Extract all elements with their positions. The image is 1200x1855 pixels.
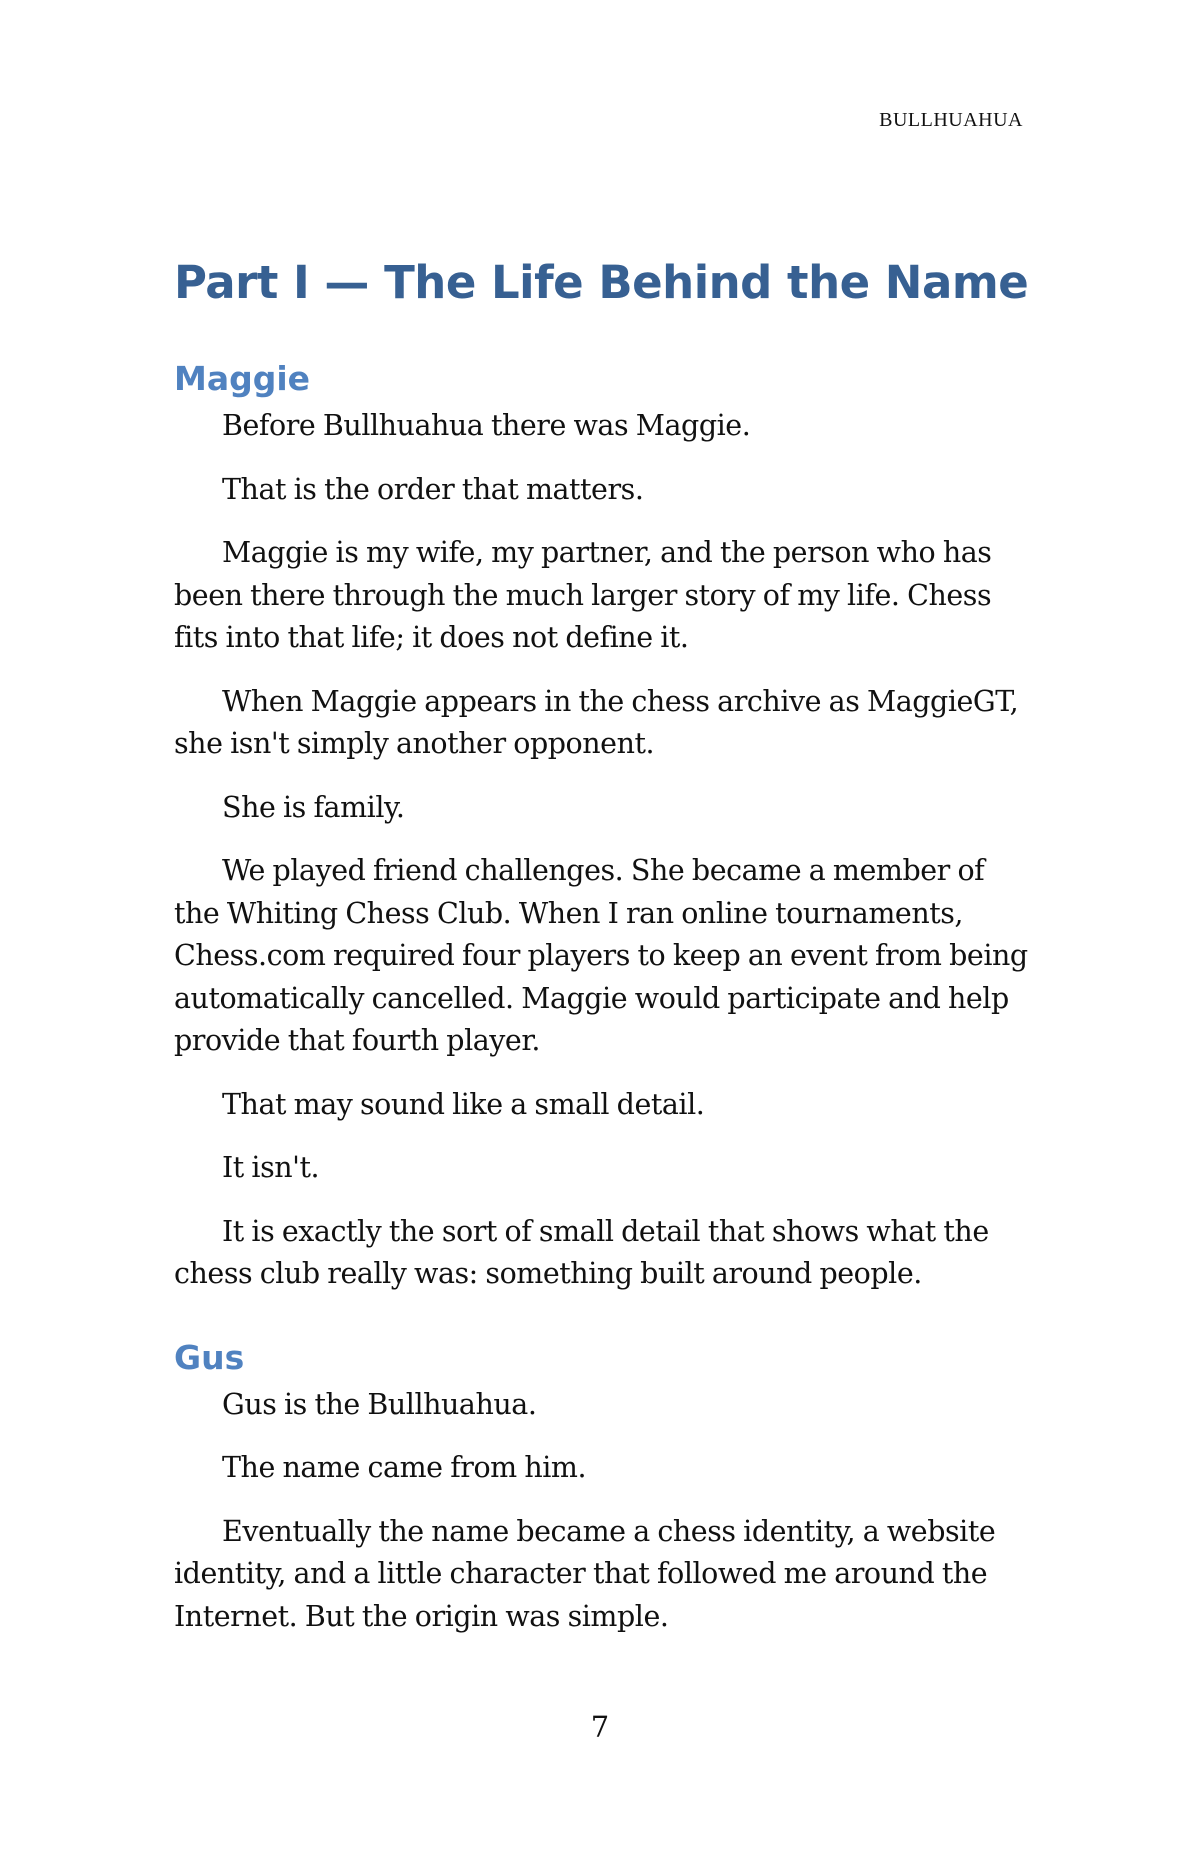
section-heading-maggie: Maggie — [174, 359, 311, 398]
page-content — [174, 253, 1036, 1659]
paragraph: Before Bullhuahua there was Maggie. — [222, 409, 751, 442]
section-maggie — [174, 357, 1036, 1296]
paragraph: It isn't. — [222, 1151, 320, 1184]
paragraph: Maggie is my wife, my partner, and the person who has been there through the much larger story of my life. Chess fits into that life; it does not define it. — [174, 536, 992, 654]
section-gus — [174, 1336, 1036, 1639]
paragraph: Gus is the Bullhuahua. — [222, 1387, 537, 1421]
paragraph: That may sound like a small detail. — [222, 1087, 705, 1121]
paragraph: Eventually the name became a chess identity, a website identity, and a little character that followed me around the Internet. But the origin was simple. — [174, 1514, 996, 1633]
part-title: Part I — The Life Behind the Name — [174, 256, 1029, 309]
running-header: BULLHUAHUA — [879, 109, 1023, 131]
paragraph: The name came from him. — [222, 1451, 587, 1484]
section-heading-gus: Gus — [174, 1337, 245, 1377]
paragraph: That is the order that matters. — [222, 472, 644, 506]
paragraph: It is exactly the sort of small detail that shows what the chess club really was: something built around people. — [174, 1214, 989, 1290]
paragraph: She is family. — [222, 790, 405, 824]
paragraph: When Maggie appears in the chess archive as MaggieGT, she isn't simply another opponent. — [174, 684, 1019, 760]
paragraph: We played friend challenges. She became a member of the Whiting Chess Club. When I ran online tournaments, Chess.com required four players to keep an event from being automatically cancelled. Maggie would participate and help provide that fourth player. — [174, 854, 1028, 1057]
page-number: 7 — [590, 1710, 610, 1744]
